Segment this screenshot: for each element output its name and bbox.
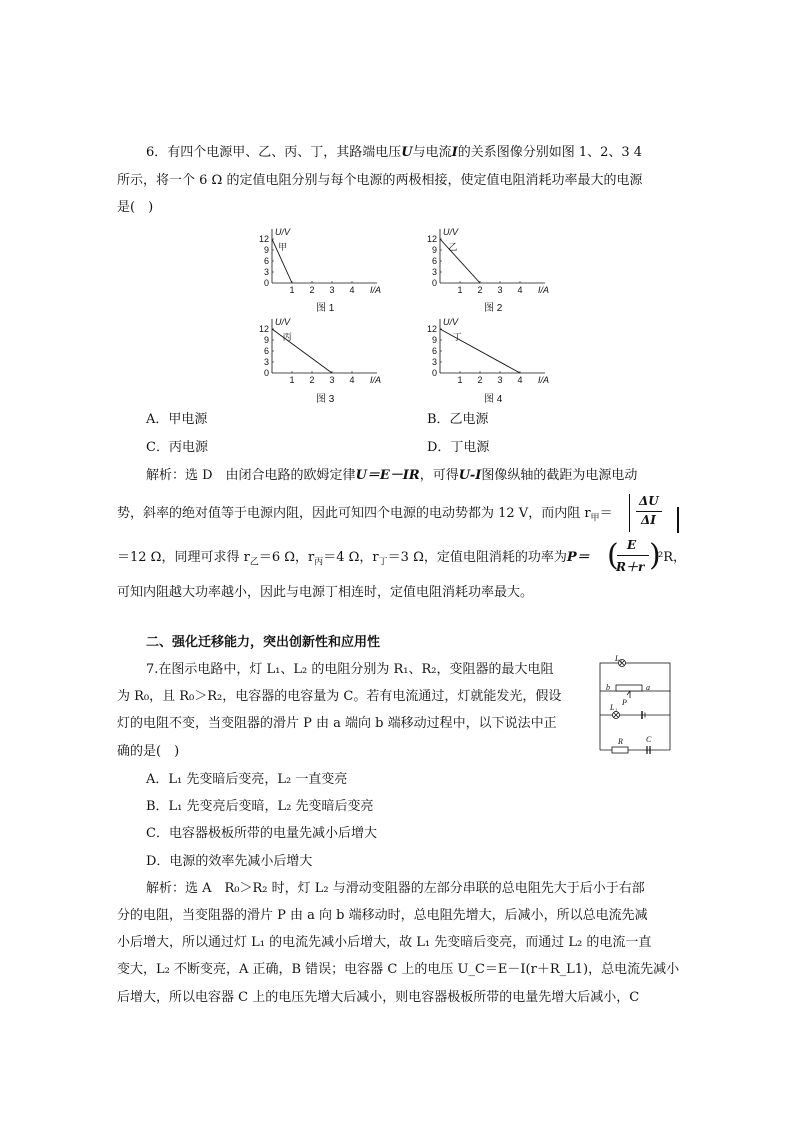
figure-caption-1: 图 1 [316,303,335,314]
x-tick-label: 1 [457,375,463,385]
circuit-label-a: a [646,683,650,692]
x-tick-label: 2 [477,375,483,385]
x-tick-label: 4 [517,375,523,385]
y-tick-label: 3 [431,267,437,277]
q6-line1: 6．有四个电源甲、乙、丙、丁，其路端电压U与电流I的关系图像分别如图 1、2、3 4 [146,145,643,160]
power-suffix: ²R， [658,550,686,565]
y-tick-label: 9 [431,245,437,255]
ui-plot-2 [418,225,568,301]
y-axis-label: U/V [443,227,459,237]
q6-line3: 是( ) [117,200,154,215]
symbol-I: I [451,145,458,160]
power-numerator: E [627,538,637,552]
curve-label: 丁 [452,332,462,342]
x-axis-label: I/A [370,375,382,385]
y-tick-label: 0 [431,368,437,378]
paren-left: ( [607,538,619,573]
y-tick-label: 6 [263,346,269,356]
power-denominator: R＋r [616,560,645,574]
curve-label: 乙 [448,242,458,252]
x-tick-label: 3 [497,375,503,385]
ui-line [440,239,480,283]
y-tick-label: 3 [263,357,269,367]
fraction-bar [636,511,662,512]
ui-plot-3 [250,315,400,391]
x-tick-label: 1 [289,285,295,295]
q6-line2: 所示，将一个 6 Ω 的定值电阻分别与每个电源的两极相接，使定值电阻消耗功率最大的电源 [117,173,643,188]
circuit-label-r: R [618,737,623,746]
y-tick-label: 12 [258,324,269,334]
q6-option-b: B．乙电源 [427,412,489,427]
ui-plot-4 [418,315,568,391]
q6-solution-line1: 解析：选 D 由闭合电路的欧姆定律U＝E－IR，可得U-I图像纵轴的截距为电源电动 [146,468,638,483]
x-tick-label: 2 [309,285,315,295]
y-tick-label: 12 [426,234,437,244]
symbol-U: U [401,145,413,160]
q7-option-b: B．L₁ 先变亮后变暗，L₂ 先变暗后变亮 [146,799,374,814]
ui-plot-1 [250,225,400,301]
x-tick-label: 4 [517,285,523,295]
fraction-delta-u: ΔU [639,494,659,508]
q7-line4: 确的是( ) [117,744,180,759]
ui-line [272,329,332,373]
y-axis-label: U/V [275,227,291,237]
q7-line3: 灯的电阻不变，当变阻器的滑片 P 由 a 端向 b 端移动过程中，以下说法中正 [117,716,557,731]
figure-caption-3: 图 3 [316,394,335,405]
section-heading: 二、强化迁移能力，突出创新性和应用性 [146,635,381,650]
q7-solution-line2: 分的电阻，当变阻器的滑片 P 由 a 向 b 端移动时，总电阻先增大，后减小，所以总电流先减 [117,908,648,923]
q7-line1: 7.在图示电路中，灯 L₁、L₂ 的电阻分别为 R₁、R₂，变阻器的最大电阻 [146,662,554,677]
paren-right: ) [649,538,661,573]
q7-option-a: A．L₁ 先变暗后变亮，L₂ 一直变亮 [146,772,348,787]
y-axis-label: U/V [275,317,291,327]
y-tick-label: 12 [426,324,437,334]
x-tick-label: 3 [329,375,335,385]
x-axis-label: I/A [538,375,550,385]
circuit-label-p: P [622,698,627,707]
y-tick-label: 3 [263,267,269,277]
figure-caption-2: 图 2 [484,303,503,314]
x-axis-label: I/A [538,285,550,295]
curve-label: 丙 [282,332,292,342]
q6-solution-line3: ＝12 Ω，同理可求得 $r_乙=6$ Ω，$r_丙=4$ Ω，$r_丁=3$ Ω，定值电阻消耗的功率为P＝ [117,550,590,568]
y-tick-label: 6 [431,346,437,356]
circuit-label-c: C [646,735,652,744]
q6-option-a: A．甲电源 [146,412,208,427]
q6-solution-line4: 可知内阻越大功率越小，因此与电源丁相连时，定值电阻消耗功率最大。 [117,585,534,600]
q7-line2: 为 R₀，且 R₀＞R₂，电容器的电容量为 C。若有电流通过，灯就能发光，假设 [117,689,562,704]
y-tick-label: 0 [431,278,437,288]
q7-solution-line5: 后增大，所以电容器 C 上的电压先增大后减小，则电容器极板所带的电量先增大后减小，C [117,990,640,1005]
y-tick-label: 6 [263,256,269,266]
figure-caption-4: 图 4 [484,394,503,405]
y-tick-label: 0 [263,278,269,288]
x-tick-label: 2 [309,375,315,385]
x-tick-label: 1 [289,375,295,385]
y-tick-label: 9 [431,335,437,345]
abs-bar-right [677,507,679,533]
resistor-r-symbol [612,747,628,753]
y-tick-label: 9 [263,335,269,345]
q6-solution-line2: 势，斜率的绝对值等于电源内阻，因此可知四个电源的电动势都为 12 V，而内阻 $r_甲=$ [117,506,613,524]
q7-solution-line1: 解析：选 A R₀＞R₂ 时，灯 L₂ 与滑动变阻器的左部分串联的总电阻先大于后小于右部 [146,881,645,896]
x-tick-label: 3 [329,285,335,295]
abs-bar-left [629,494,630,532]
q6-option-d: D．丁电源 [427,440,490,455]
circuit-diagram [594,655,680,757]
y-tick-label: 12 [258,234,269,244]
q7-option-d: D．电源的效率先减小后增大 [146,854,313,869]
x-tick-label: 3 [497,285,503,295]
y-tick-label: 0 [263,368,269,378]
x-tick-label: 2 [477,285,483,295]
x-tick-label: 1 [457,285,463,295]
power-fraction-bar [617,555,649,556]
curve-label: 甲 [278,242,288,252]
q7-option-c: C．电容器极板所带的电量先减小后增大 [146,826,377,841]
circuit-label-l2: L₂ [615,655,623,663]
q7-solution-line3: 小后增大，所以通过灯 L₁ 的电流先减小后增大，故 L₁ 先变暗后变亮，而通过 L₂ 的电流一直 [117,935,652,950]
rheostat-symbol [616,685,642,691]
q6-option-c: C．丙电源 [146,440,208,455]
x-axis-label: I/A [370,285,382,295]
y-tick-label: 6 [431,256,437,266]
y-tick-label: 9 [263,245,269,255]
x-tick-label: 4 [349,285,355,295]
x-tick-label: 4 [349,375,355,385]
q7-solution-line4: 变大，L₂ 不断变亮，A 正确，B 错误；电容器 C 上的电压 U_C＝E－I(r＋R_L1)，总电流先减小 [117,962,680,977]
y-tick-label: 3 [431,357,437,367]
circuit-label-l1: L₁ [610,703,618,712]
fraction-delta-i: ΔI [641,513,656,527]
y-axis-label: U/V [443,317,459,327]
circuit-label-b: b [606,683,610,692]
